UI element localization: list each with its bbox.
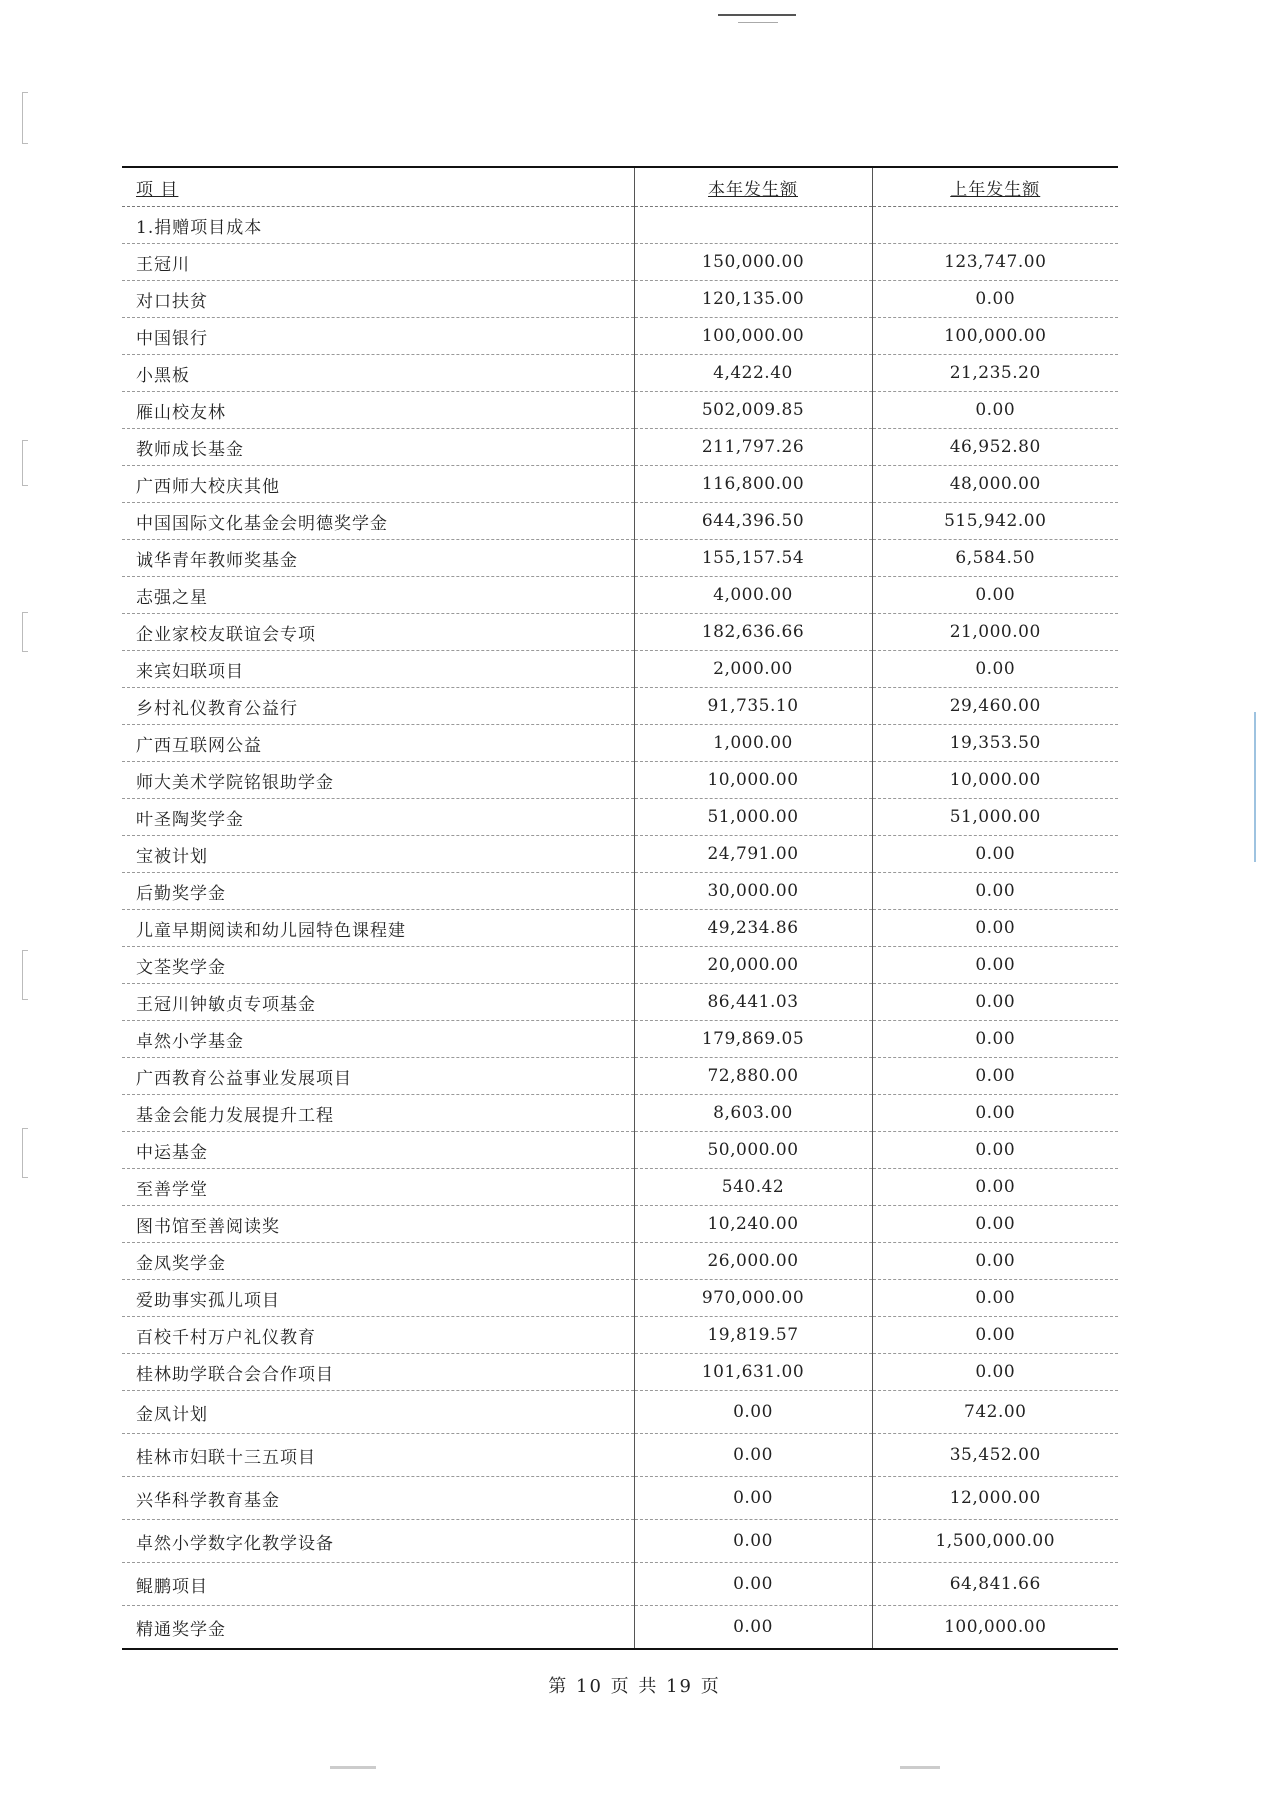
donation-cost-table <box>122 166 1118 1650</box>
current-year-amount: 179,869.05 <box>634 1021 872 1058</box>
item-name: 志强之星 <box>122 577 634 614</box>
binding-mark <box>22 92 28 144</box>
previous-year-amount: 0.00 <box>872 577 1118 614</box>
table-row <box>122 466 1118 503</box>
item-name: 中运基金 <box>122 1132 634 1169</box>
current-year-amount: 91,735.10 <box>634 688 872 725</box>
table-row <box>122 651 1118 688</box>
table-row <box>122 1132 1118 1169</box>
previous-year-amount: 0.00 <box>872 910 1118 947</box>
current-year-amount: 24,791.00 <box>634 836 872 873</box>
table-row <box>122 1434 1118 1477</box>
item-name: 精通奖学金 <box>122 1606 634 1650</box>
current-year-amount: 0.00 <box>634 1520 872 1563</box>
current-year-amount: 116,800.00 <box>634 466 872 503</box>
previous-year-amount: 515,942.00 <box>872 503 1118 540</box>
item-name: 宝被计划 <box>122 836 634 873</box>
item-name: 卓然小学基金 <box>122 1021 634 1058</box>
table-row <box>122 1280 1118 1317</box>
current-year-amount: 30,000.00 <box>634 873 872 910</box>
current-year-amount: 4,000.00 <box>634 577 872 614</box>
table-row <box>122 540 1118 577</box>
previous-year-amount: 10,000.00 <box>872 762 1118 799</box>
previous-year-amount: 0.00 <box>872 1132 1118 1169</box>
table-row <box>122 577 1118 614</box>
table-row <box>122 910 1118 947</box>
table-row <box>122 244 1118 281</box>
item-name: 金凤计划 <box>122 1391 634 1434</box>
table-row <box>122 1317 1118 1354</box>
scan-mark <box>330 1766 376 1769</box>
section-row <box>122 207 1118 244</box>
current-year-amount: 1,000.00 <box>634 725 872 762</box>
previous-year-amount: 19,353.50 <box>872 725 1118 762</box>
previous-year-amount: 0.00 <box>872 1317 1118 1354</box>
previous-year-amount: 0.00 <box>872 984 1118 1021</box>
table-row <box>122 947 1118 984</box>
header-previous-year: 上年发生额 <box>872 167 1118 207</box>
current-year-amount: 19,819.57 <box>634 1317 872 1354</box>
current-year-amount: 72,880.00 <box>634 1058 872 1095</box>
item-name: 儿童早期阅读和幼儿园特色课程建 <box>122 910 634 947</box>
previous-year-amount: 0.00 <box>872 1095 1118 1132</box>
table-row <box>122 1206 1118 1243</box>
current-year-amount: 970,000.00 <box>634 1280 872 1317</box>
previous-year-amount: 100,000.00 <box>872 1606 1118 1650</box>
table-row <box>122 1169 1118 1206</box>
current-year-amount: 49,234.86 <box>634 910 872 947</box>
item-name: 文荃奖学金 <box>122 947 634 984</box>
item-name: 爱助事实孤儿项目 <box>122 1280 634 1317</box>
current-year-amount: 0.00 <box>634 1606 872 1650</box>
previous-year-amount: 12,000.00 <box>872 1477 1118 1520</box>
item-name: 雁山校友林 <box>122 392 634 429</box>
table-row <box>122 873 1118 910</box>
previous-year-amount: 46,952.80 <box>872 429 1118 466</box>
item-name: 对口扶贫 <box>122 281 634 318</box>
item-name: 桂林助学联合会合作项目 <box>122 1354 634 1391</box>
binding-mark <box>22 950 28 1000</box>
item-name: 乡村礼仪教育公益行 <box>122 688 634 725</box>
item-name: 小黑板 <box>122 355 634 392</box>
current-year-amount: 8,603.00 <box>634 1095 872 1132</box>
binding-mark <box>22 612 28 652</box>
current-year-amount: 50,000.00 <box>634 1132 872 1169</box>
current-year-amount: 182,636.66 <box>634 614 872 651</box>
item-name: 基金会能力发展提升工程 <box>122 1095 634 1132</box>
table-row <box>122 688 1118 725</box>
item-name: 广西互联网公益 <box>122 725 634 762</box>
table-row <box>122 1021 1118 1058</box>
previous-year-amount: 48,000.00 <box>872 466 1118 503</box>
item-name: 金凤奖学金 <box>122 1243 634 1280</box>
item-name: 叶圣陶奖学金 <box>122 799 634 836</box>
previous-year-amount: 21,000.00 <box>872 614 1118 651</box>
previous-year-amount: 0.00 <box>872 1021 1118 1058</box>
previous-year-amount: 51,000.00 <box>872 799 1118 836</box>
scan-mark <box>718 14 796 16</box>
table-row <box>122 392 1118 429</box>
item-name: 图书馆至善阅读奖 <box>122 1206 634 1243</box>
table-row <box>122 1563 1118 1606</box>
table-row <box>122 281 1118 318</box>
current-year-amount: 26,000.00 <box>634 1243 872 1280</box>
table-row <box>122 1520 1118 1563</box>
binding-mark <box>22 440 28 486</box>
current-year-amount: 0.00 <box>634 1434 872 1477</box>
item-name: 百校千村万户礼仪教育 <box>122 1317 634 1354</box>
previous-year-amount: 0.00 <box>872 1169 1118 1206</box>
previous-year-amount: 100,000.00 <box>872 318 1118 355</box>
table-row <box>122 503 1118 540</box>
table-row <box>122 1477 1118 1520</box>
item-name: 桂林市妇联十三五项目 <box>122 1434 634 1477</box>
previous-year-amount: 0.00 <box>872 836 1118 873</box>
scan-mark <box>738 22 778 23</box>
previous-year-amount: 0.00 <box>872 1058 1118 1095</box>
table-header-row <box>122 167 1118 207</box>
table-row <box>122 725 1118 762</box>
previous-year-amount: 29,460.00 <box>872 688 1118 725</box>
item-name: 至善学堂 <box>122 1169 634 1206</box>
table-row <box>122 429 1118 466</box>
previous-year-amount: 0.00 <box>872 1280 1118 1317</box>
table-row <box>122 984 1118 1021</box>
edge-mark <box>1254 712 1256 862</box>
table-row <box>122 1095 1118 1132</box>
current-year-amount: 211,797.26 <box>634 429 872 466</box>
previous-year-amount: 0.00 <box>872 392 1118 429</box>
table-row <box>122 762 1118 799</box>
section-title: 1.捐赠项目成本 <box>122 207 634 244</box>
current-year-amount: 644,396.50 <box>634 503 872 540</box>
current-year-amount: 4,422.40 <box>634 355 872 392</box>
item-name: 卓然小学数字化教学设备 <box>122 1520 634 1563</box>
report-sheet <box>122 166 1118 1650</box>
current-year-amount: 86,441.03 <box>634 984 872 1021</box>
previous-year-amount: 0.00 <box>872 873 1118 910</box>
table-row <box>122 1058 1118 1095</box>
table-row <box>122 614 1118 651</box>
item-name: 广西教育公益事业发展项目 <box>122 1058 634 1095</box>
item-name: 鲲鹏项目 <box>122 1563 634 1606</box>
previous-year-amount: 35,452.00 <box>872 1434 1118 1477</box>
current-year-amount: 101,631.00 <box>634 1354 872 1391</box>
page-number: 第 10 页 共 19 页 <box>548 1676 721 1697</box>
current-year-amount: 0.00 <box>634 1563 872 1606</box>
current-year-amount: 155,157.54 <box>634 540 872 577</box>
item-name: 诚华青年教师奖基金 <box>122 540 634 577</box>
table-row <box>122 836 1118 873</box>
item-name: 教师成长基金 <box>122 429 634 466</box>
item-name: 王冠川钟敏贞专项基金 <box>122 984 634 1021</box>
current-year-amount: 0.00 <box>634 1391 872 1434</box>
header-current-year: 本年发生额 <box>634 167 872 207</box>
previous-year-amount: 0.00 <box>872 1243 1118 1280</box>
table-row <box>122 355 1118 392</box>
current-year-amount: 502,009.85 <box>634 392 872 429</box>
current-year-amount: 51,000.00 <box>634 799 872 836</box>
previous-year-amount: 0.00 <box>872 947 1118 984</box>
current-year-amount: 2,000.00 <box>634 651 872 688</box>
previous-year-amount: 0.00 <box>872 1354 1118 1391</box>
item-name: 中国国际文化基金会明德奖学金 <box>122 503 634 540</box>
previous-year-amount: 21,235.20 <box>872 355 1118 392</box>
previous-year-amount: 0.00 <box>872 651 1118 688</box>
current-year-amount: 150,000.00 <box>634 244 872 281</box>
previous-year-amount: 1,500,000.00 <box>872 1520 1118 1563</box>
item-name: 企业家校友联谊会专项 <box>122 614 634 651</box>
current-year-amount: 10,000.00 <box>634 762 872 799</box>
current-year-amount: 20,000.00 <box>634 947 872 984</box>
previous-year-amount: 0.00 <box>872 1206 1118 1243</box>
previous-year-amount: 6,584.50 <box>872 540 1118 577</box>
table-row <box>122 1354 1118 1391</box>
table-row <box>122 1606 1118 1650</box>
table-row <box>122 1391 1118 1434</box>
item-name: 兴华科学教育基金 <box>122 1477 634 1520</box>
previous-year-amount: 0.00 <box>872 281 1118 318</box>
current-year-amount: 0.00 <box>634 1477 872 1520</box>
previous-year-amount: 64,841.66 <box>872 1563 1118 1606</box>
current-year-amount: 10,240.00 <box>634 1206 872 1243</box>
item-name: 来宾妇联项目 <box>122 651 634 688</box>
table-row <box>122 799 1118 836</box>
item-name: 王冠川 <box>122 244 634 281</box>
current-year-amount: 120,135.00 <box>634 281 872 318</box>
table-row <box>122 318 1118 355</box>
previous-year-amount: 742.00 <box>872 1391 1118 1434</box>
item-name: 后勤奖学金 <box>122 873 634 910</box>
previous-year-amount: 123,747.00 <box>872 244 1118 281</box>
scan-mark <box>900 1766 940 1769</box>
current-year-amount: 100,000.00 <box>634 318 872 355</box>
current-year-amount: 540.42 <box>634 1169 872 1206</box>
binding-mark <box>22 1128 28 1178</box>
item-name: 师大美术学院铭银助学金 <box>122 762 634 799</box>
header-item: 项 目 <box>122 167 634 207</box>
item-name: 广西师大校庆其他 <box>122 466 634 503</box>
item-name: 中国银行 <box>122 318 634 355</box>
table-row <box>122 1243 1118 1280</box>
